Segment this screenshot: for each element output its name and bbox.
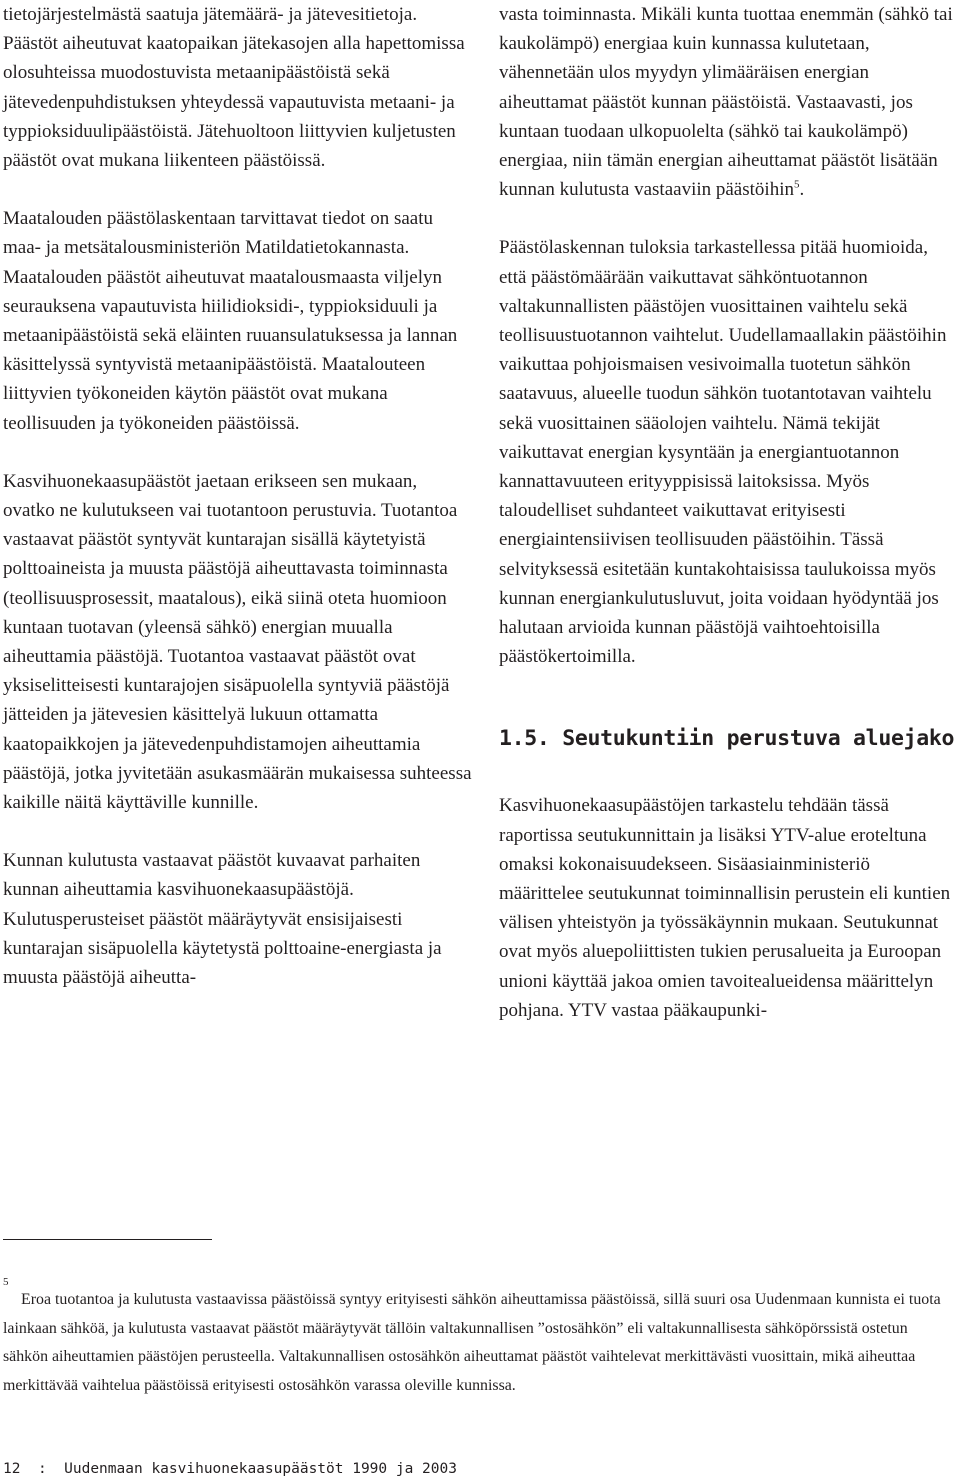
paragraph-agriculture-emissions: Maatalouden päästölaskentaan tarvittavat tiedot on saatu maa- ja metsätalousministeriön Matildatietokannasta. Maatalouden päästöt aiheutuvat maatalousmaasta viljelyn seurauksena vapautuvista hiilidioksidi-, typpioksiduuli ja metaanipäästöistä sekä eläinten ruuansulatuksessa ja lannan käsittelyssä syntyvistä metaanipäästöistä. Maatalouteen liittyvien työkoneiden käytön päästöt ovat mukana teollisuuden ja työkoneiden päästöissä. (3, 208, 458, 434)
left-column (3, 0, 473, 992)
paragraph-regional-division: Kasvihuonekaasupäästöjen tarkastelu tehdään tässä raportissa seutukunnittain ja lisäksi YTV-alue eroteltuna omaksi kokonaisuudekseen. Sisäasiainministeriö määrittelee seutukunnat toiminnallisin perustein eli kuntien välisen yhteistyön ja työssäkäynnin mukaan. Seutukunnat ovat myös aluepoliittisten tukien perusalueita ja Euroopan unioni käyttää jakoa omien tavoitealueidensa määrittelyn pohjana. YTV vastaa pääkaupunki- (499, 795, 951, 1021)
footnote (3, 1276, 955, 1400)
paragraph-energy-balance (499, 0, 957, 204)
paragraph-consumption-emissions: Kunnan kulutusta vastaavat päästöt kuvaavat parhaiten kunnan aiheuttamia kasvihuonekaasupäästöjä. Kulutusperusteiset päästöt määräytyvät ensisijaisesti kuntarajan sisäpuolella käytetystä polttoaine-energiasta ja muusta päästöjä aiheutta- (3, 850, 442, 989)
page-footer (3, 1460, 457, 1478)
paragraph-energy-balance-end: . (799, 179, 805, 201)
paragraph-result-variation: Päästölaskennan tuloksia tarkastellessa pitää huomioida, että päästömäärään vaikuttavat sähköntuotannon valtakunnallisten päästöjen vuosittainen vaihtelu sekä teollisuustuotannon vaihtelut. Uudellamaallakin päästöihin vaikuttaa pohjoismaisen vesivoimalla tuotetun sähkön saatavuus, alueelle tuodun sähkön tuotantotavan vaihtelu sekä vuosittainen sääolojen vaihtelu. Nämä tekijät vaikuttavat energian kysyntään ja energiantuotannon kannattavuuteen erityyppisissä laitoksissa. Myös taloudelliset suhdanteet vaikuttavat erityisesti energiaintensiivisen teollisuuden päästöihin. Tässä selvityksessä esitetään kuntakohtaisissa taulukoissa myös kunnan energiankulutusluvut, joita voidaan hyödyntää jos halutaan arvioida kunnan päästöjä vaihtoehtoisilla päästökertoimilla. (499, 237, 947, 668)
page-number: 12 (3, 1461, 21, 1477)
publication-title: Uudenmaan kasvihuonekaasupäästöt 1990 ja 2003 (64, 1461, 457, 1477)
footnote-number: 5 (3, 1276, 9, 1288)
paragraph-waste-emissions: tietojärjestelmästä saatuja jätemäärä- ja jätevesitietoja. Päästöt aiheutuvat kaatopaikan jätekasojen alla hapettomissa olosuhteissa muodostuvista metaanipäästöistä sekä jätevedenpuhdistuksen yhteydessä vapautuvista metaani- ja typpioksiduulipäästöistä. Jätehuoltoon liittyvien kuljetusten päästöt ovat mukana liikenteen päästöissä. (3, 4, 465, 172)
footer-separator: : (37, 1461, 47, 1477)
paragraph-consumption-vs-production: Kasvihuonekaasupäästöt jaetaan erikseen sen mukaan, ovatko ne kulutukseen vai tuotantoon perustuvia. Tuotantoa vastaavat päästöt syntyvät kuntarajan sisällä käytetyistä polttoaineista ja muusta päästöjä aiheuttavasta toiminnasta (teollisuusprosessit, maatalous), eikä siinä oteta huomioon kuntaan tuotavan (yleensä sähkö) energian muualla aiheuttamia päästöjä. Tuotantoa vastaavat päästöt ovat yksiselitteisesti kuntarajojen sisäpuolella syntyviä päästöjä jätteiden ja jätevesien käsittelyä lukuun ottamatta kaatopaikkojen ja jätevedenpuhdistamojen aiheuttamia päästöjä, jotka jyvitetään asukasmäärän mukaisessa suhteessa kaikille näitä käyttäville kunnille. (3, 470, 472, 814)
section-heading: 1.5. Seutukuntiin perustuva aluejako (499, 726, 955, 752)
footnote-text: Eroa tuotantoa ja kulutusta vastaavissa päästöissä syntyy erityisesti sähkön aiheuttamissa päästöissä, sillä suuri osa Uudenmaan kunnista ei tuota lainkaan sähköä, ja kulutusta vastaavat päästöt määräytyvät tällöin valtakunnallisen ”ostosähkön” eli valtakunnallisesta sähköpörssistä ostetun sähkön aiheuttamien päästöjen perusteella. Valtakunnallisen ostosähkön aiheuttamat päästöt vaihtelevat merkittävästi vuosittain, mikä aiheuttaa merkittävää vaihtelua päästöissä erityisesti ostosähkön varassa oleville kunnissa. (3, 1291, 941, 1394)
right-column (499, 0, 957, 1025)
footnote-divider (3, 1239, 212, 1240)
paragraph-energy-balance-text: vasta toiminnasta. Mikäli kunta tuottaa enemmän (sähkö tai kaukolämpö) energiaa kuin kunnassa kulutetaan, vähennetään ulos myydyn ylimääräisen energian aiheuttamat päästöt kunnan päästöistä. Vastaavasti, jos kuntaan tuodaan ulkopuolelta (sähkö tai kaukolämpö) energiaa, niin tämän energian aiheuttamat päästöt lisätään kunnan kulutusta vastaaviin päästöihin (499, 4, 953, 201)
footnote-reference[interactable]: 5 (793, 178, 800, 191)
